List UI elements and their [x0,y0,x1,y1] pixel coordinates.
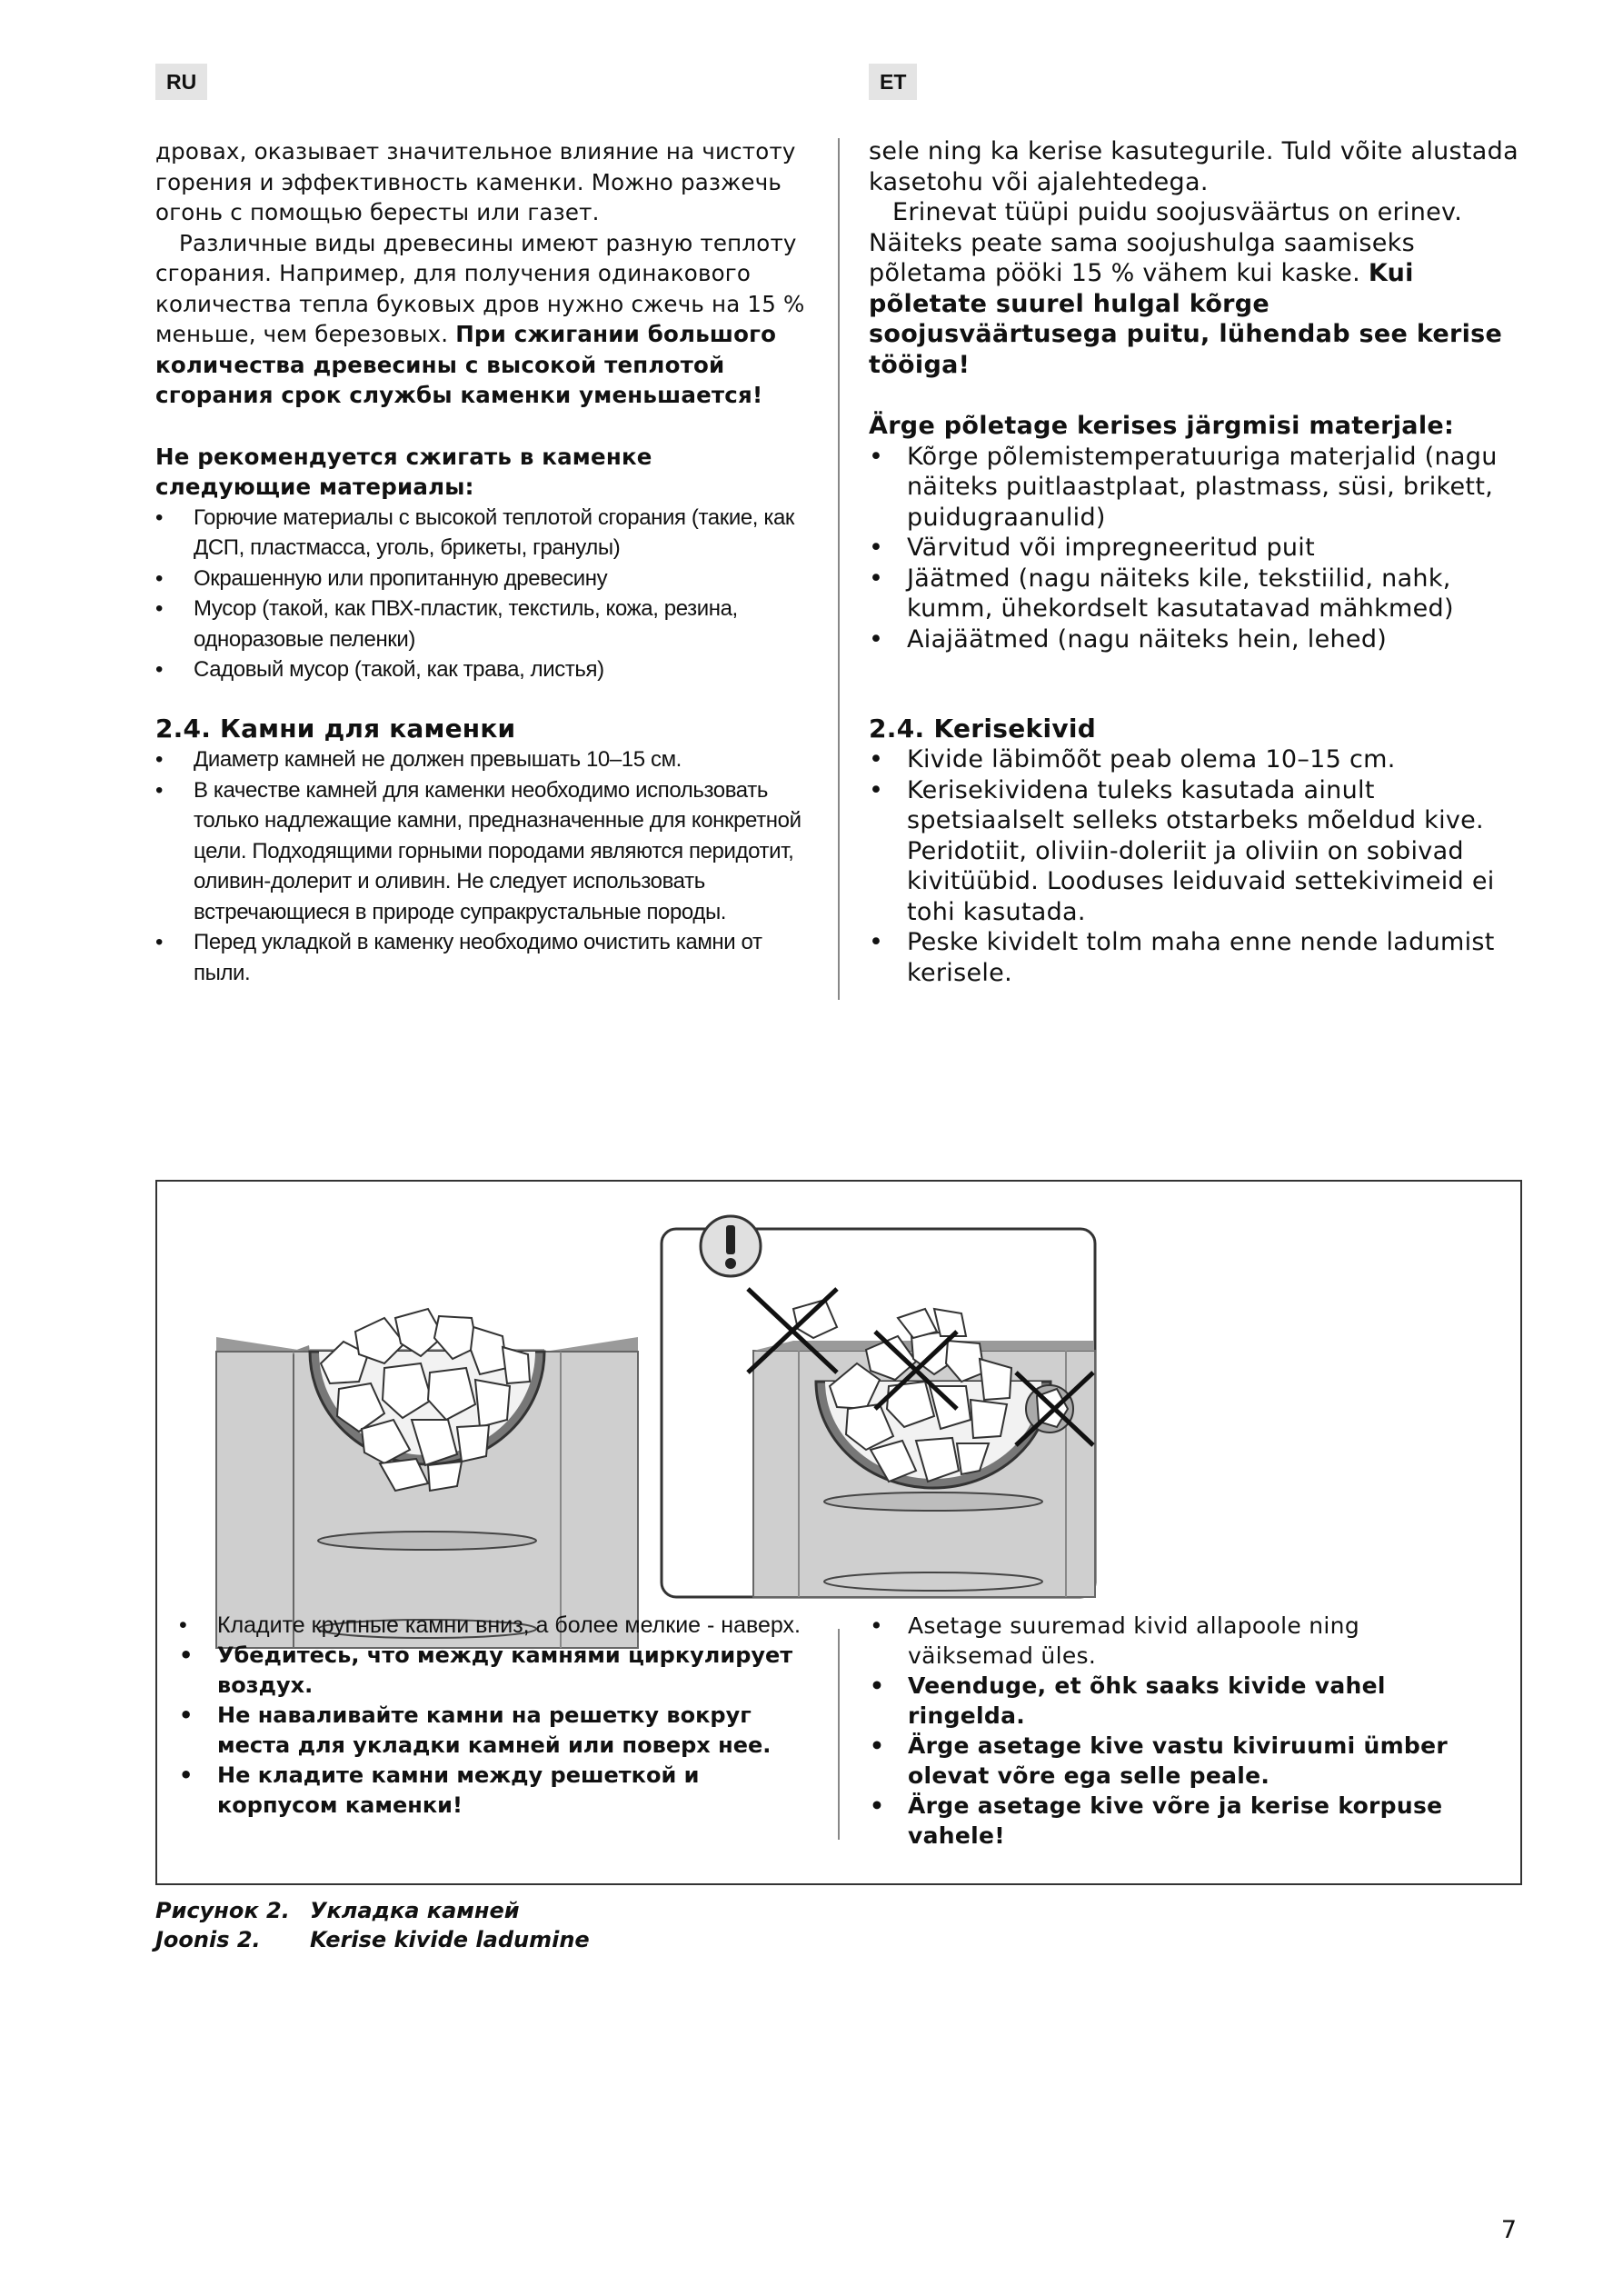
list-item: • Садовый мусор (такой, как трава, листья) [155,654,810,685]
ru-stones-section [155,714,810,988]
et-stones-section [869,714,1523,988]
correct-stove-drawing [216,1309,638,1648]
list-item: • Кладите крупные камни вниз, а более мелкие - наверх. [179,1611,815,1641]
ru-paragraph-1: дровах, оказывает значительное влияние на чистоту горения и эффективность каменки. Можно разжечь огонь с помощью бересты или газет. [155,138,796,225]
list-item: • Veenduge, et õhk saaks kivide vahel ringelda. [870,1671,1488,1731]
list-item: • Jäätmed (nagu näiteks kile, tekstiilid, nahk, kumm, ühekordselt kasutatavad mähkmed) [869,564,1523,624]
list-item: • В качестве камней для каменки необходимо использовать только надлежащие камни, предназначенные для конкретной цели. Подходящими горными породами являются перидотит, оливин-долерит и оливин. Не следует использовать встречающиеся в природе супракрустальные породы. [155,775,810,928]
caption-text: Kerise kivide ladumine [310,1927,590,1952]
ru-paragraph-2 [155,228,810,411]
ru-not-recommended-title: Не рекомендуется сжигать в каменке следующие материалы: [155,443,652,500]
list-item: • Убедитесь, что между камнями циркулирует воздух. [179,1641,815,1701]
list-item: • Kõrge põlemistemperatuuriga materjalid (nagu näiteks puitlaastplaat, plastmass, süsi, brikett, puidugraanulid) [869,442,1523,534]
et-paragraph-2-bold: Kui põletate suurel hulgal kõrge soojusväärtusega puitu, lühendab see kerise tööiga! [869,259,1503,379]
et-column [869,136,1523,654]
figure-box [155,1180,1522,1885]
list-item: • Kerisekividena tuleks kasutada ainult spetsiaalselt selleks otstarbeks mõeldud kive. Peridotiit, oliviin-doleriit ja oliviin on sobivad kivitüübid. Looduses leiduvaid settekivimeid ei tohi kasutada. [869,775,1523,928]
list-item: • Горючие материалы с высокой теплотой сгорания (такие, как ДСП, пластмасса, уголь, брикеты, гранулы) [155,503,810,564]
ru-stones-list [155,744,810,988]
language-tag-et: ET [869,64,917,100]
ru-figure-list [179,1611,815,1821]
list-item: • Aiajäätmed (nagu näiteks hein, lehed) [869,624,1523,655]
et-not-recommended-list [869,442,1523,655]
ru-section-title: 2.4. Камни для каменки [155,714,516,744]
list-item: • Окрашенную или пропитанную древесину [155,564,810,594]
ru-paragraph-2-bold: При сжигании большого количества древесины с высокой теплотой сгорания срок службы каменки уменьшается! [155,321,777,408]
ru-paragraph-2-text: Различные виды древесины имеют разную теплоту сгорания. Например, для получения одинакового количества тепла буковых дров нужно сжечь на 15 % меньше, чем березовых. [155,229,805,347]
column-divider-top [838,138,840,1000]
list-item: • Asetage suuremad kivid allapoole ning väiksemad üles. [870,1611,1488,1671]
et-stones-list [869,744,1523,988]
et-paragraph-2 [869,197,1523,380]
list-item: • Värvitud või impregneeritud puit [869,533,1523,564]
page-number: 7 [1500,2216,1517,2244]
et-figure-list [870,1611,1488,1851]
language-tag-ru: RU [155,64,207,100]
warning-exclamation-icon [701,1216,761,1276]
figure-caption-ru [155,1896,520,1925]
list-item: • Не кладите камни между решеткой и корпусом каменки! [179,1761,815,1821]
list-item: • Peske kividelt tolm maha enne nende ladumist kerisele. [869,927,1523,988]
et-paragraph-2-text: Erinevat tüüpi puidu soojusväärtus on erinev. Näiteks peate sama soojushulga saamiseks põletama pööki 15 % vähem kui kaske. [869,198,1463,287]
list-item: • Перед укладкой в каменку необходимо очистить камни от пыли. [155,927,810,988]
caption-text: Укладка камней [310,1898,520,1923]
figure-caption-et [155,1925,590,1954]
list-item: • Диаметр камней не должен превышать 10–15 см. [155,744,810,775]
et-paragraph-1: sele ning ka kerise kasutegurile. Tuld võite alustada kasetohu või ajalehtedega. [869,137,1518,196]
ru-not-recommended-list [155,503,810,685]
ru-column [155,136,810,685]
warning-panel [662,1216,1095,1597]
caption-label: Joonis 2. [155,1927,261,1952]
list-item: • Мусор (такой, как ПВХ-пластик, текстиль, кожа, резина, одноразовые пеленки) [155,594,810,654]
list-item: • Kivide läbimõõt peab olema 10–15 cm. [869,744,1523,775]
list-item: • Ärge asetage kive võre ja kerise korpuse vahele! [870,1791,1488,1851]
caption-label: Рисунок 2. [155,1898,290,1923]
et-section-title: 2.4. Kerisekivid [869,714,1097,744]
et-not-recommended-title: Ärge põletage kerises järgmisi materjale: [869,412,1455,440]
list-item: • Не наваливайте камни на решетку вокруг места для укладки камней или поверх нее. [179,1701,815,1761]
list-item: • Ärge asetage kive vastu kiviruumi ümber olevat võre ega selle peale. [870,1731,1488,1791]
